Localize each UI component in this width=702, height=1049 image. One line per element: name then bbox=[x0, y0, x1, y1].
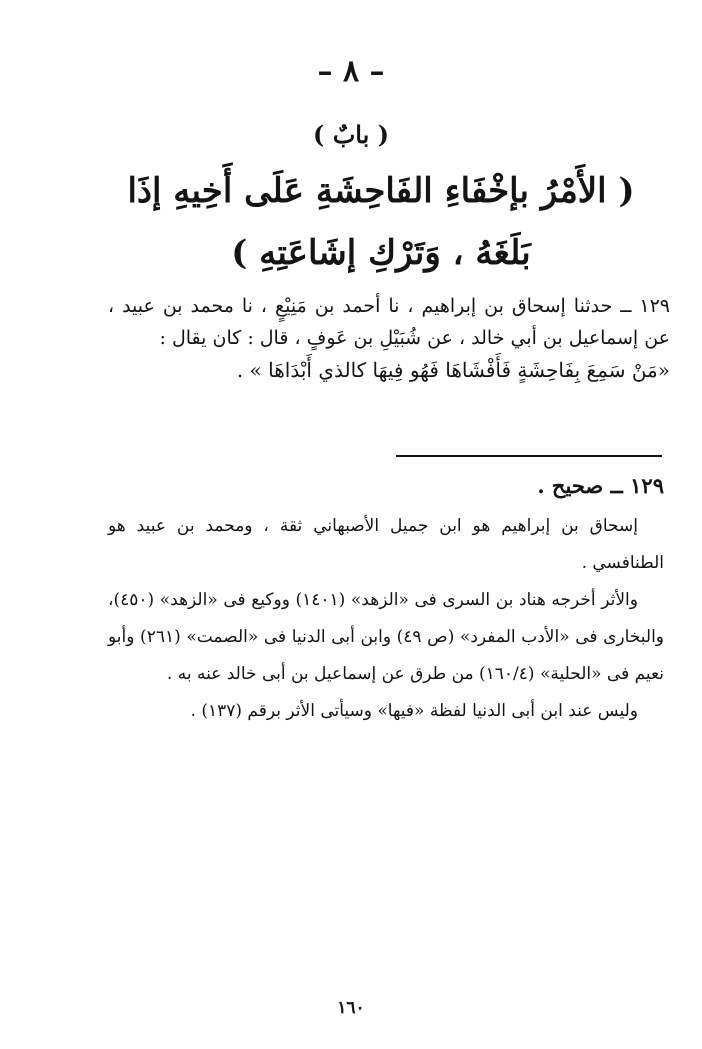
footnote-divider bbox=[396, 455, 662, 457]
commentary-paragraph: والأثر أخرجه هناد بن السرى فى «الزهد» (١٤٠١) ووكيع فى «الزهد» (٤٥٠)، والبخارى فى «الأدب المفرد» (ص ٤٩) وابن أبى الدنيا فى «الصمت» (٢٦١) وأبو نعيم فى «الحلية» (١٦٠/٤) من طرق عن إسماعيل بن أبى خالد عنه به . bbox=[108, 590, 664, 684]
chapter-label: ( بابٌ ) bbox=[312, 120, 389, 149]
commentary-paragraph: إسحاق بن إبراهيم هو ابن جميل الأصبهاني ثقة ، ومحمد بن عبيد هو الطنافسي . bbox=[108, 516, 664, 573]
hadith-matn: «مَنْ سَمِعَ بِفَاحِشَةٍ فَأَفْشَاهَا فَهُو فِيهَا كالذي أَبْدَاهَا » . bbox=[236, 358, 670, 382]
hadith-text bbox=[108, 290, 670, 386]
commentary-notes bbox=[108, 508, 664, 730]
commentary-paragraph: وليس عند ابن أبى الدنيا لفظة «فيها» وسيأتى الأثر برقم (١٣٧) . bbox=[190, 701, 638, 721]
chapter-title: ( الأَمْرُ بإخْفَاءِ الفَاحِشَةِ عَلَى أَخِيهِ إذَا بَلَغَهُ ، وَتَرْكِ إشَاعَتِهِ ) bbox=[127, 171, 635, 273]
chapter-number: – ٨ – bbox=[317, 54, 385, 89]
hadith-isnad: ١٢٩ ــ حدثنا إسحاق بن إبراهيم ، نا أحمد بن مَنِيْعٍ ، نا محمد بن عبيد ، عن إسماعيل بن أبي خالد ، عن شُبَيْلِ بن عَوفٍ ، قال : كان يقال : bbox=[108, 295, 670, 349]
page-number: ١٦٠ bbox=[337, 998, 365, 1018]
hadith-grade: ١٢٩ ــ صحيح . bbox=[537, 473, 664, 498]
